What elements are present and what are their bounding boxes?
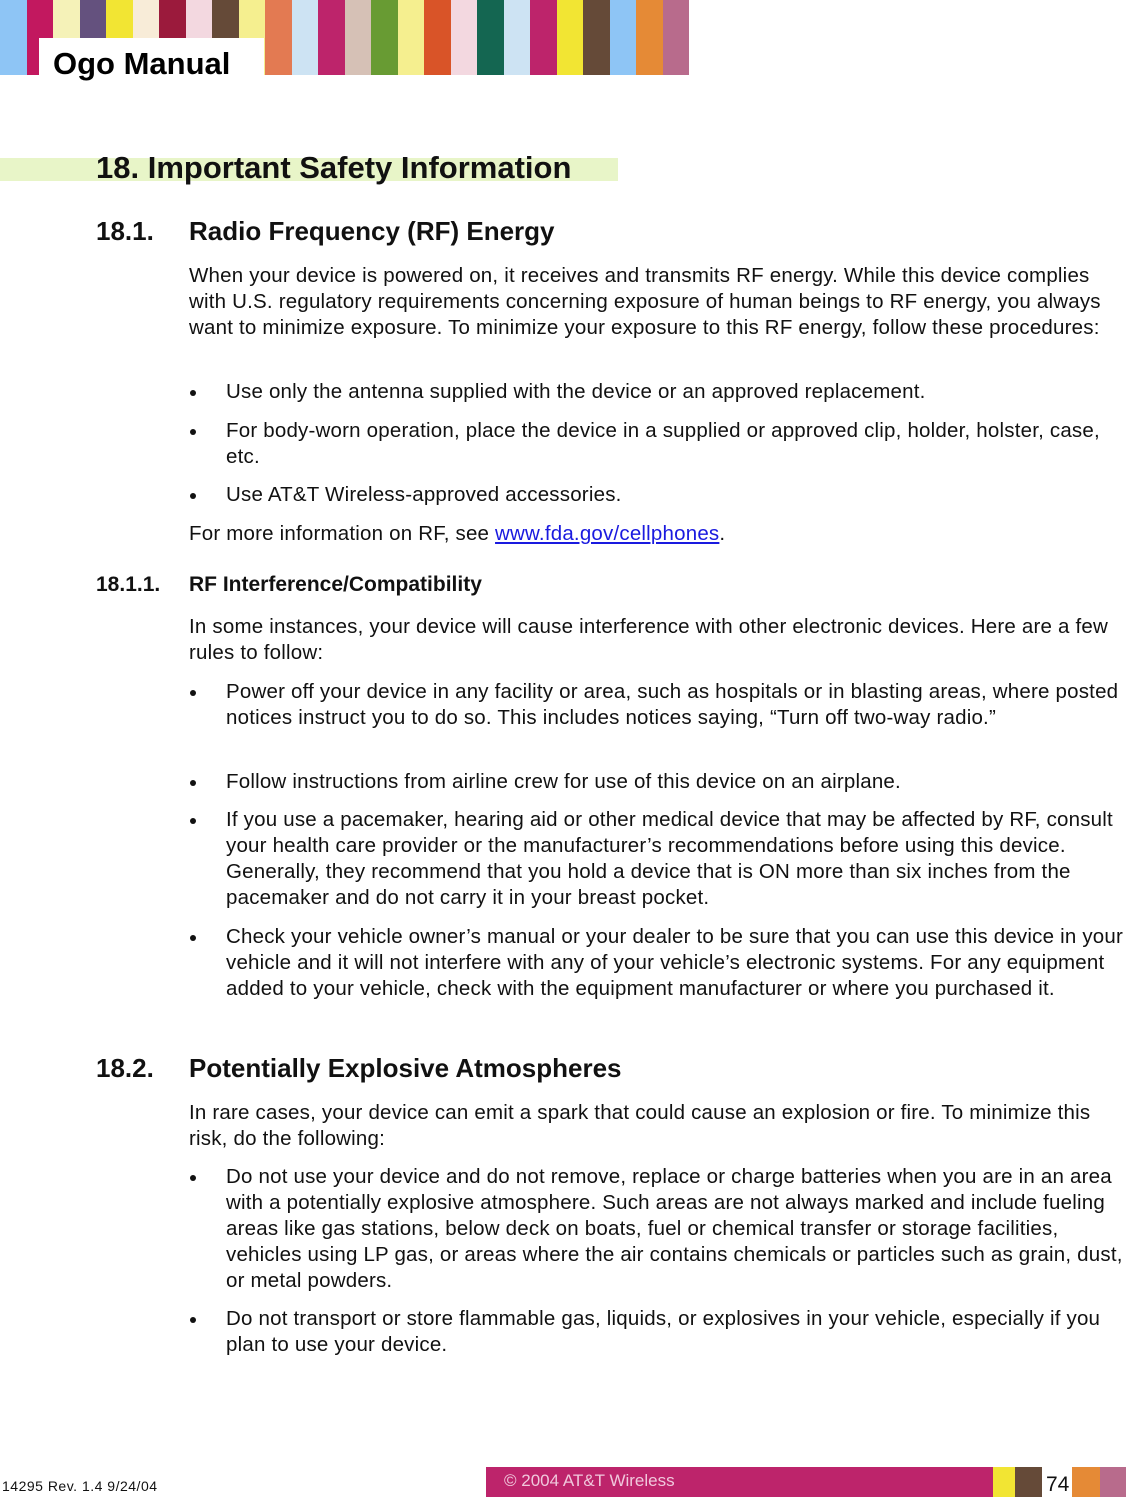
bullet-icon bbox=[190, 818, 196, 824]
list-item: Power off your device in any facility or area, such as hospitals or in blasting areas, where posted notices instruct you to do so. This includes notices saying, “Turn off two-way radio.” bbox=[226, 679, 1126, 731]
paragraph: In some instances, your device will cause interference with other electronic devices. Here are a few rules to follow: bbox=[189, 615, 1109, 664]
header-stripe bbox=[265, 0, 292, 75]
bullet-icon bbox=[190, 493, 196, 499]
section-heading-18-2 bbox=[96, 1053, 622, 1084]
bullet-icon bbox=[190, 1175, 196, 1181]
section-number: 18.1.1. bbox=[96, 573, 161, 596]
paragraph-more-info: For more information on RF, see www.fda.gov/cellphones. bbox=[189, 522, 726, 545]
copyright: © 2004 AT&T Wireless bbox=[504, 1471, 675, 1490]
section-heading-18-1-1 bbox=[96, 573, 482, 597]
header-stripe bbox=[398, 0, 425, 75]
list-item: Check your vehicle owner’s manual or your dealer to be sure that you can use this device in your vehicle and it will not interfere with any of your vehicle’s electronic systems. For any equipment added to your vehicle, check with the equipment manufacturer or where you purchased it. bbox=[226, 924, 1126, 1002]
bullet-icon bbox=[190, 1317, 196, 1323]
footer-stripe bbox=[1100, 1467, 1126, 1497]
section-number: 18.2. bbox=[96, 1053, 154, 1083]
paragraph: In rare cases, your device can emit a spark that could cause an explosion or fire. To minimize this risk, do the following: bbox=[189, 1101, 1091, 1150]
footer-bar bbox=[486, 1467, 993, 1497]
header-stripe bbox=[345, 0, 372, 75]
doc-revision: 14295 Rev. 1.4 9/24/04 bbox=[2, 1478, 158, 1494]
header-stripe bbox=[318, 0, 345, 75]
bullet-icon bbox=[190, 935, 196, 941]
list-item: Use AT&T Wireless-approved accessories. bbox=[226, 482, 1126, 508]
header-stripe bbox=[424, 0, 451, 75]
header-stripe bbox=[451, 0, 478, 75]
list-item: Do not use your device and do not remove, replace or charge batteries when you are in an area with a potentially explosive atmosphere. Such areas are not always marked and include fueling areas like gas stations, below deck on boats, fuel or chemical transfer or storage facilities, vehicles using LP gas, or areas where the air contains chemicals or particles such as grain, dust, or metal powders. bbox=[226, 1164, 1126, 1294]
header-stripe bbox=[292, 0, 319, 75]
header-stripe bbox=[583, 0, 610, 75]
section-number: 18.1. bbox=[96, 216, 154, 246]
footer-stripe bbox=[1072, 1467, 1100, 1497]
header-stripe bbox=[477, 0, 504, 75]
header-stripe bbox=[636, 0, 663, 75]
list-item: Follow instructions from airline crew for use of this device on an airplane. bbox=[226, 769, 1126, 795]
header-stripe bbox=[557, 0, 584, 75]
section-title: Radio Frequency (RF) Energy bbox=[189, 216, 555, 246]
list-item: Do not transport or store flammable gas, liquids, or explosives in your vehicle, especially if you plan to use your device. bbox=[226, 1306, 1126, 1358]
header-stripe bbox=[504, 0, 531, 75]
header-stripe bbox=[0, 0, 27, 75]
section-heading-18-1 bbox=[96, 216, 555, 247]
bullet-icon bbox=[190, 690, 196, 696]
header-stripe bbox=[610, 0, 637, 75]
header-stripe bbox=[530, 0, 557, 75]
footer-stripe bbox=[1015, 1467, 1042, 1497]
list-item: For body-worn operation, place the device in a supplied or approved clip, holder, holster, case, etc. bbox=[226, 418, 1126, 470]
section-title: Potentially Explosive Atmospheres bbox=[189, 1053, 622, 1083]
list-item: If you use a pacemaker, hearing aid or other medical device that may be affected by RF, consult your health care provider or the manufacturer’s recommendations before using this device. Generally, they recommend that you hold a device that is ON more than six inches from the pacemaker and do not carry it in your breast pocket. bbox=[226, 807, 1126, 911]
manual-title: Ogo Manual bbox=[53, 46, 231, 81]
header-stripe bbox=[371, 0, 398, 75]
chapter-title: 18. Important Safety Information bbox=[96, 150, 572, 185]
list-item: Use only the antenna supplied with the device or an approved replacement. bbox=[226, 379, 1126, 405]
section-title: RF Interference/Compatibility bbox=[189, 573, 482, 596]
fda-link[interactable]: www.fda.gov/cellphones bbox=[495, 522, 720, 545]
bullet-icon bbox=[190, 390, 196, 396]
header-stripe bbox=[663, 0, 690, 75]
paragraph: When your device is powered on, it receives and transmits RF energy. While this device complies with U.S. regulatory requirements concerning exposure of human beings to RF energy, you always want to minimize exposure. To minimize your exposure to this RF energy, follow these procedures: bbox=[189, 264, 1101, 339]
footer-stripe bbox=[993, 1467, 1015, 1497]
bullet-icon bbox=[190, 429, 196, 435]
bullet-icon bbox=[190, 780, 196, 786]
page-number: 74 bbox=[1046, 1473, 1070, 1496]
